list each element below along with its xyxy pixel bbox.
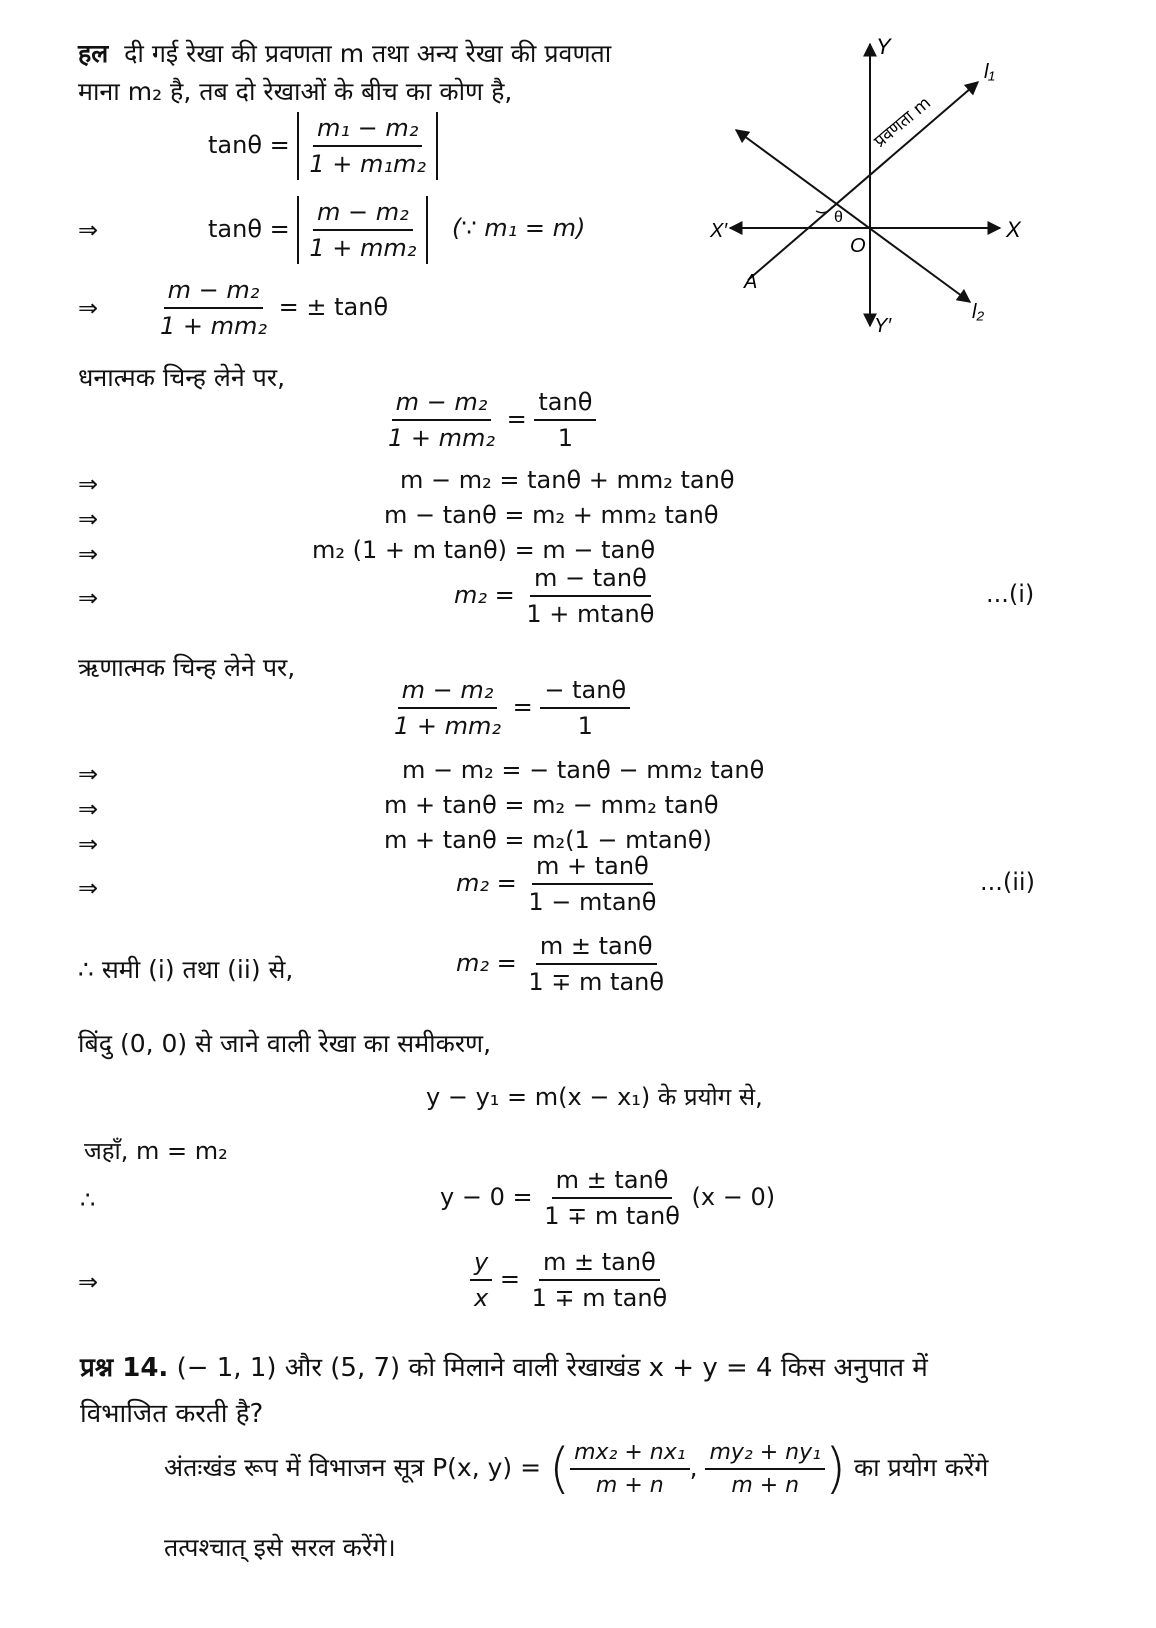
neg-rhs-numerator: − tanθ [540, 676, 630, 709]
neg-step4-numerator: m + tanθ [532, 852, 653, 885]
pos-step4-lhs: m₂ = [454, 581, 515, 609]
implies-arrow: ⇒ [78, 540, 99, 568]
label-slope-m: प्रवणता m [870, 93, 935, 152]
pos-lhs-denominator: 1 + mm₂ [388, 424, 496, 452]
neg-lhs-numerator: m − m₂ [398, 676, 498, 709]
neg-lhs-denominator: 1 + mm₂ [394, 712, 502, 740]
label-theta: θ [834, 209, 843, 226]
eq3-numerator: m − m₂ [164, 276, 264, 309]
implies-arrow: ⇒ [78, 874, 99, 902]
combined-denominator: 1 ∓ m tanθ [528, 968, 665, 996]
positive-sign-heading: धनात्मक चिन्ह लेने पर, [78, 363, 286, 392]
positive-step-1: m − m₂ = tanθ + mm₂ tanθ [400, 466, 735, 494]
solution-intro-line2: माना m₂ है, तब दो रेखाओं के बीच का कोण है, [78, 77, 513, 106]
hint-denominator-x: m + n [595, 1473, 664, 1498]
label-x: X [1006, 217, 1021, 242]
tan-theta-label: tanθ = [208, 131, 290, 159]
label-l2: l₂ [972, 301, 985, 323]
implies-arrow: ⇒ [78, 470, 99, 498]
pos-rhs-numerator: tanθ [534, 388, 596, 421]
equation-plus-minus [156, 276, 388, 340]
substitution-note: (∵ m₁ = m) [452, 214, 586, 242]
hint-last-line: तत्पश्चात् इसे सरल करेंगे। [164, 1533, 396, 1562]
therefore-symbol: ∴ [80, 1186, 96, 1214]
hint-formula-line: अंतःखंड रूप में विभाजन सूत्र P(x, y) = ( $\frac{\text{mx₂ + nx₁}}{m + n}$ , $\frac{\text{my₂ + ny₁}}{m + n}$ ) का प्रयोग करेंगे [164, 1437, 989, 1500]
combined-slope-equation [456, 932, 668, 996]
implies-arrow: ⇒ [78, 795, 99, 823]
label-l1: l₁ [984, 61, 995, 83]
final2-lhs-numerator: y [470, 1248, 492, 1281]
positive-step-4 [454, 564, 658, 628]
final1-denominator: 1 ∓ m tanθ [544, 1202, 680, 1230]
hint-numerator-y: my₂ + ny₁ [705, 1440, 824, 1470]
label-a: A [744, 271, 758, 293]
negative-step-1: m − m₂ = − tanθ − mm₂ tanθ [402, 756, 765, 784]
question-14-line2: विभाजित करती है? [80, 1399, 264, 1429]
label-x-prime: X′ [710, 220, 728, 242]
tan-theta-label: tanθ = [208, 215, 290, 243]
combined-lhs: m₂ = [456, 949, 517, 977]
hint-numerator-x: mx₂ + nx₁ [570, 1440, 689, 1470]
negative-step-3: m + tanθ = m₂(1 − mtanθ) [384, 826, 712, 854]
implies-arrow: ⇒ [78, 760, 99, 788]
where-text: जहाँ, m = m₂ [84, 1137, 228, 1165]
eq1-denominator: 1 + m₁m₂ [309, 150, 427, 178]
equation-tan-theta-general [208, 112, 438, 180]
implies-arrow: ⇒ [78, 505, 99, 533]
hint-suffix: का प्रयोग करेंगे [853, 1453, 989, 1482]
line-equation-text: बिंदु (0, 0) से जाने वाली रेखा का समीकरण, [78, 1029, 492, 1058]
implies-arrow: ⇒ [78, 1268, 99, 1296]
point-slope-form: y − y₁ = m(x − x₁) के प्रयोग से, [426, 1083, 763, 1111]
label-origin: O [850, 235, 866, 257]
hint-prefix: अंतःखंड रूप में विभाजन सूत्र P(x, y) = [164, 1453, 542, 1482]
final2-denominator: 1 ∓ m tanθ [531, 1284, 668, 1312]
equation-tan-theta-substituted [208, 196, 428, 264]
pos-step4-numerator: m − tanθ [530, 564, 651, 597]
neg-step4-denominator: 1 − mtanθ [528, 888, 657, 916]
implies-arrow: ⇒ [78, 830, 99, 858]
final2-lhs-denominator: x [474, 1284, 489, 1312]
implies-arrow: ⇒ [78, 216, 99, 244]
final-equation-1 [440, 1166, 775, 1230]
question-text: (− 1, 1) और (5, 7) को मिलाने वाली रेखाखंड x + y = 4 किस अनुपात में [176, 1353, 928, 1383]
eq2-denominator: 1 + mm₂ [309, 234, 417, 262]
positive-ratio-equation: $\frac{\text{m − m₂}}{\text{1 + mm₂}}$ = $\frac{\tan\theta}{1}$ [384, 388, 596, 452]
equation-label-ii: ...(ii) [980, 868, 1035, 896]
solution-intro-line1 [78, 36, 611, 70]
equation-label-i: ...(i) [986, 580, 1035, 608]
eq2-numerator: m − m₂ [313, 198, 413, 231]
pos-rhs-denominator: 1 [557, 424, 574, 452]
final1-numerator: m ± tanθ [552, 1166, 673, 1199]
solution-label: हल [78, 39, 109, 68]
negative-step-4 [456, 852, 660, 916]
neg-rhs-denominator: 1 [577, 712, 593, 740]
question-label: प्रश्न 14. [80, 1353, 169, 1383]
implies-arrow: ⇒ [78, 584, 99, 612]
combined-numerator: m ± tanθ [536, 932, 657, 965]
final1-lhs: y − 0 = [440, 1183, 533, 1211]
pos-step4-denominator: 1 + mtanθ [526, 600, 655, 628]
negative-ratio-equation: $\frac{\text{m − m₂}}{\text{1 + mm₂}}$ = $\frac{- \tan\theta}{1}$ [390, 676, 630, 740]
eq3-rhs: = ± tanθ [278, 293, 389, 321]
final2-numerator: m ± tanθ [539, 1248, 660, 1281]
pos-lhs-numerator: m − m₂ [392, 388, 492, 421]
negative-step-2: m + tanθ = m₂ − mm₂ tanθ [384, 791, 719, 819]
positive-step-3: m₂ (1 + m tanθ) = m − tanθ [312, 536, 656, 564]
final1-rhs: (x − 0) [691, 1183, 776, 1211]
question-14-line1 [80, 1348, 928, 1384]
positive-step-2: m − tanθ = m₂ + mm₂ tanθ [384, 501, 719, 529]
eq3-denominator: 1 + mm₂ [160, 312, 268, 340]
combine-text: ∴ समी (i) तथा (ii) से, [78, 955, 294, 984]
theta-arc [816, 207, 832, 213]
solution-intro-text: दी गई रेखा की प्रवणता m तथा अन्य रेखा की प्रवणता [124, 39, 612, 68]
label-y-prime: Y′ [874, 315, 892, 337]
implies-arrow: ⇒ [78, 294, 99, 322]
final-equation-2: $\frac{y}{x}$ = $\frac{m \pm \tan\theta}{\text{1 ∓ m tanθ}}$ [470, 1248, 671, 1312]
eq1-numerator: m₁ − m₂ [313, 114, 422, 147]
line-l2 [736, 130, 970, 302]
label-y: Y [876, 34, 891, 59]
negative-sign-heading: ऋणात्मक चिन्ह लेने पर, [78, 653, 296, 682]
angle-between-lines-diagram [700, 30, 1060, 350]
neg-step4-lhs: m₂ = [456, 869, 517, 897]
hint-denominator-y: m + n [731, 1473, 800, 1498]
